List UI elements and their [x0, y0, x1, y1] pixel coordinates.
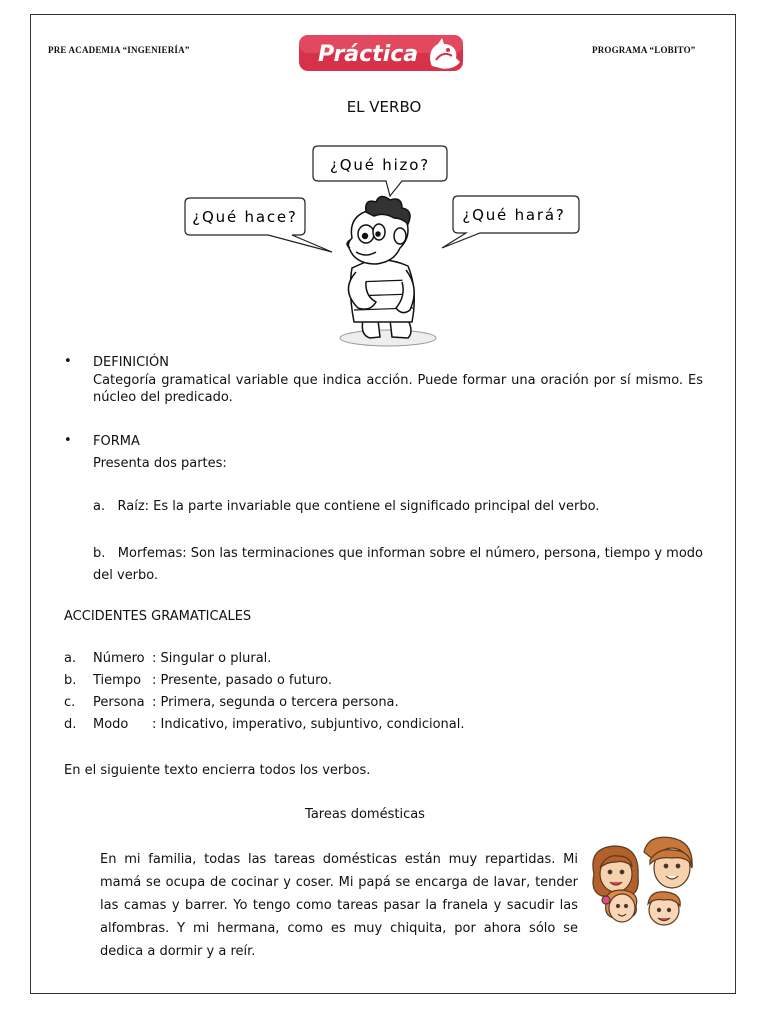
accidentes-heading: ACCIDENTES GRAMATICALES [64, 609, 252, 624]
definicion-text: Categoría gramatical variable que indica acción. Puede formar una oración por sí mismo. Es núcleo del predicado. [93, 373, 703, 405]
forma-heading: FORMA [93, 434, 140, 449]
forma-intro: Presenta dos partes: [93, 456, 227, 471]
badge-label: Práctica [318, 42, 419, 67]
bubble-right [442, 196, 579, 248]
bubble-right-text: ¿Qué hará? [462, 206, 566, 224]
bullet-definicion: • [64, 354, 72, 369]
accidente-row: b. Tiempo : Presente, pasado o futuro. [64, 673, 333, 688]
forma-item-b: b. Morfemas: Son las terminaciones que informan sobre el número, persona, tiempo y modo del verbo. [93, 546, 708, 583]
reading-body: En mi familia, todas las tareas domésticas están muy repartidas. Mi mamá se ocupa de cocinar y coser. Mi papá se encarga de lavar, tender las camas y barrer. Yo tengo como tareas pasar la franela y sacudir las alfombras. Y mi hermana, como es muy chiquita, por ahora sólo se dedica a dormir y a reír. [100, 852, 578, 959]
verb-illustration [180, 140, 600, 355]
accidente-row: d. Modo : Indicativo, imperativo, subjuntivo, condicional. [64, 717, 465, 732]
instruction-text: En el siguiente texto encierra todos los verbos. [64, 763, 371, 778]
reading-title: Tareas domésticas [305, 807, 425, 822]
bubble-left-text: ¿Qué hace? [192, 208, 298, 226]
bubble-top-text: ¿Qué hizo? [330, 156, 430, 174]
forma-item-a: a. Raíz: Es la parte invariable que contiene el significado principal del verbo. [93, 499, 600, 514]
accidente-row: a. Número : Singular o plural. [64, 651, 272, 666]
practica-badge [298, 34, 464, 72]
family-icon [588, 834, 700, 934]
definicion-heading: DEFINICIÓN [93, 355, 169, 370]
boy-icon [340, 196, 436, 346]
bullet-forma: • [64, 433, 72, 448]
bubble-top [313, 146, 447, 196]
bubble-left [185, 198, 332, 252]
page-title: EL VERBO [346, 98, 422, 116]
accidente-row: c. Persona : Primera, segunda o tercera persona. [64, 695, 399, 710]
header-left: PRE ACADEMIA “INGENIERÍA” [48, 45, 190, 55]
header-right: PROGRAMA “LOBITO” [592, 45, 696, 55]
